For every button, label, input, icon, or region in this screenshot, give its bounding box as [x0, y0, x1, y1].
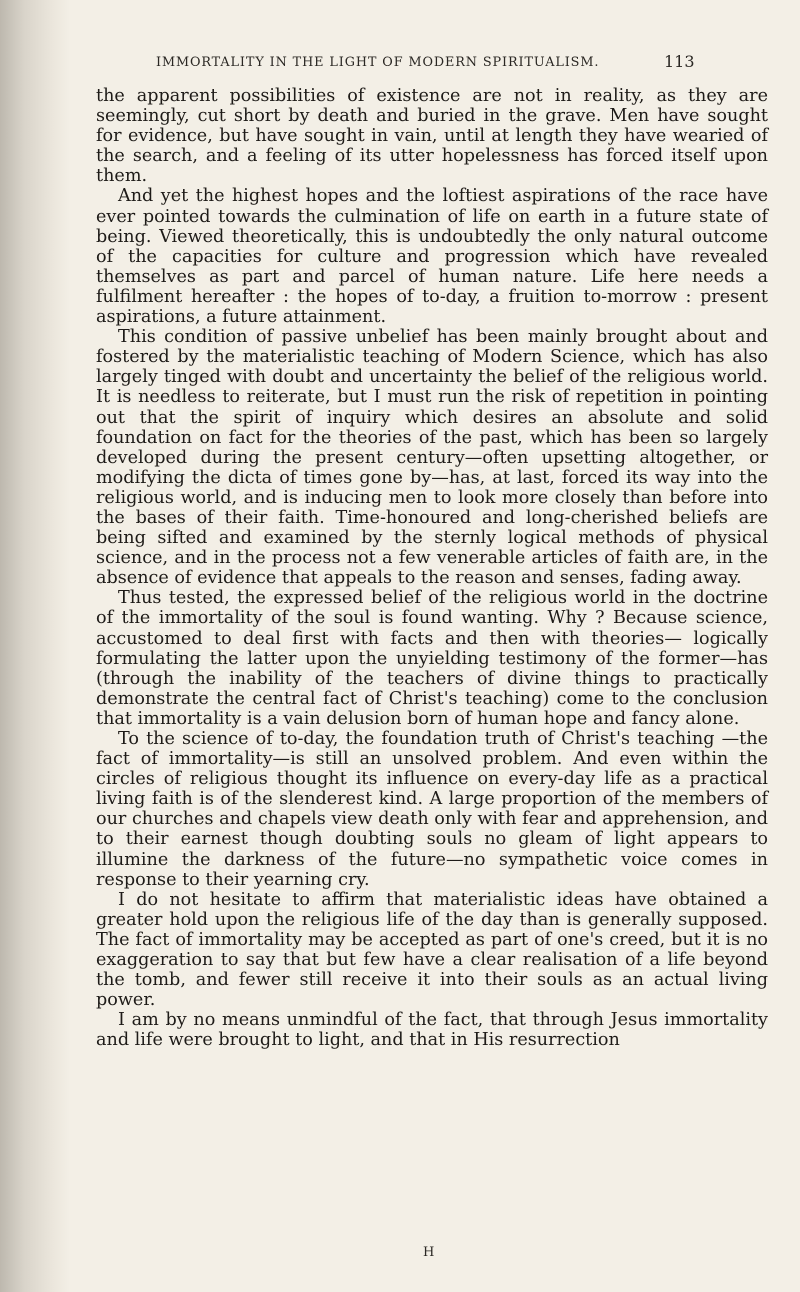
- paragraph: I do not hesitate to affirm that materialistic ideas have obtained a greater hold upon the religious life of the day than is generally supposed. The fact of immortality may be accepted as part of one's creed, but it is no exaggeration to say that but few have a clear realisation of a life beyond the tomb, and fewer still receive it into their souls as an actual living power.: [96, 889, 768, 1011]
- paragraph: the apparent possibilities of existence are not in reality, as they are seemingly, cut short by death and buried in the grave. Men have sought for evidence, but have sought in vain, until at length they have wearied of the search, and a feeling of its utter hopelessness has forced itself upon them.: [96, 86, 768, 187]
- paragraph: I am by no means unmindful of the fact, that through Jesus immortality and life were brought to light, and that in His resurrection: [96, 1010, 768, 1051]
- signature-mark: H: [423, 1245, 435, 1260]
- running-title: IMMORTALITY IN THE LIGHT OF MODERN SPIRITUALISM.: [156, 55, 600, 70]
- page-gutter-shadow: [0, 0, 70, 1292]
- paragraph: And yet the highest hopes and the loftiest aspirations of the race have ever pointed towards the culmination of life on earth in a future state of being. Viewed theoretically, this is undoubtedly the only natural outcome of the capacities for culture and progression which have revealed themselves as part and parcel of human nature. Life here needs a fulfilment hereafter : the hopes of to-day, a fruition to-morrow : present aspirations, a future attainment.: [96, 186, 768, 328]
- paragraph: This condition of passive unbelief has been mainly brought about and fostered by the materialistic teaching of Modern Science, which has also largely tinged with doubt and uncertainty the belief of the religious world. It is needless to reiterate, but I must run the risk of repetition in pointing out that the spirit of inquiry which desires an absolute and solid foundation on fact for the theories of the past, which has been so largely developed during the present century—often upsetting altogether, or modifying the dicta of times gone by—has, at last, forced its way into the religious world, and is inducing men to look more closely than before into the bases of their faith. Time-honoured and long-cherished beliefs are being sifted and examined by the sternly logical methods of physical science, and in the process not a few venerable articles of faith are, in the absence of evidence that appeals to the reason and senses, fading away.: [96, 327, 768, 589]
- paragraph: To the science of to-day, the foundation truth of Christ's teaching —the fact of immortality—is still an unsolved problem. And even within the circles of religious thought its influence on every-day life as a practical living faith is of the slenderest kind. A large proportion of the members of our churches and chapels view death only with fear and apprehension, and to their earnest though doubting souls no gleam of light appears to illumine the darkness of the future—no sympathetic voice comes in response to their yearning cry.: [96, 729, 768, 890]
- paragraph: Thus tested, the expressed belief of the religious world in the doctrine of the immortality of the soul is found wanting. Why ? Because science, accustomed to deal first with facts and then with theories— logically formulating the latter upon the unyielding testimony of the former—has (through the inability of the teachers of divine things to practically demonstrate the central fact of Christ's teaching) come to the conclusion that immortality is a vain delusion born of human hope and fancy alone.: [96, 588, 768, 729]
- page-number: 113: [664, 52, 695, 71]
- body-text: [96, 86, 768, 1051]
